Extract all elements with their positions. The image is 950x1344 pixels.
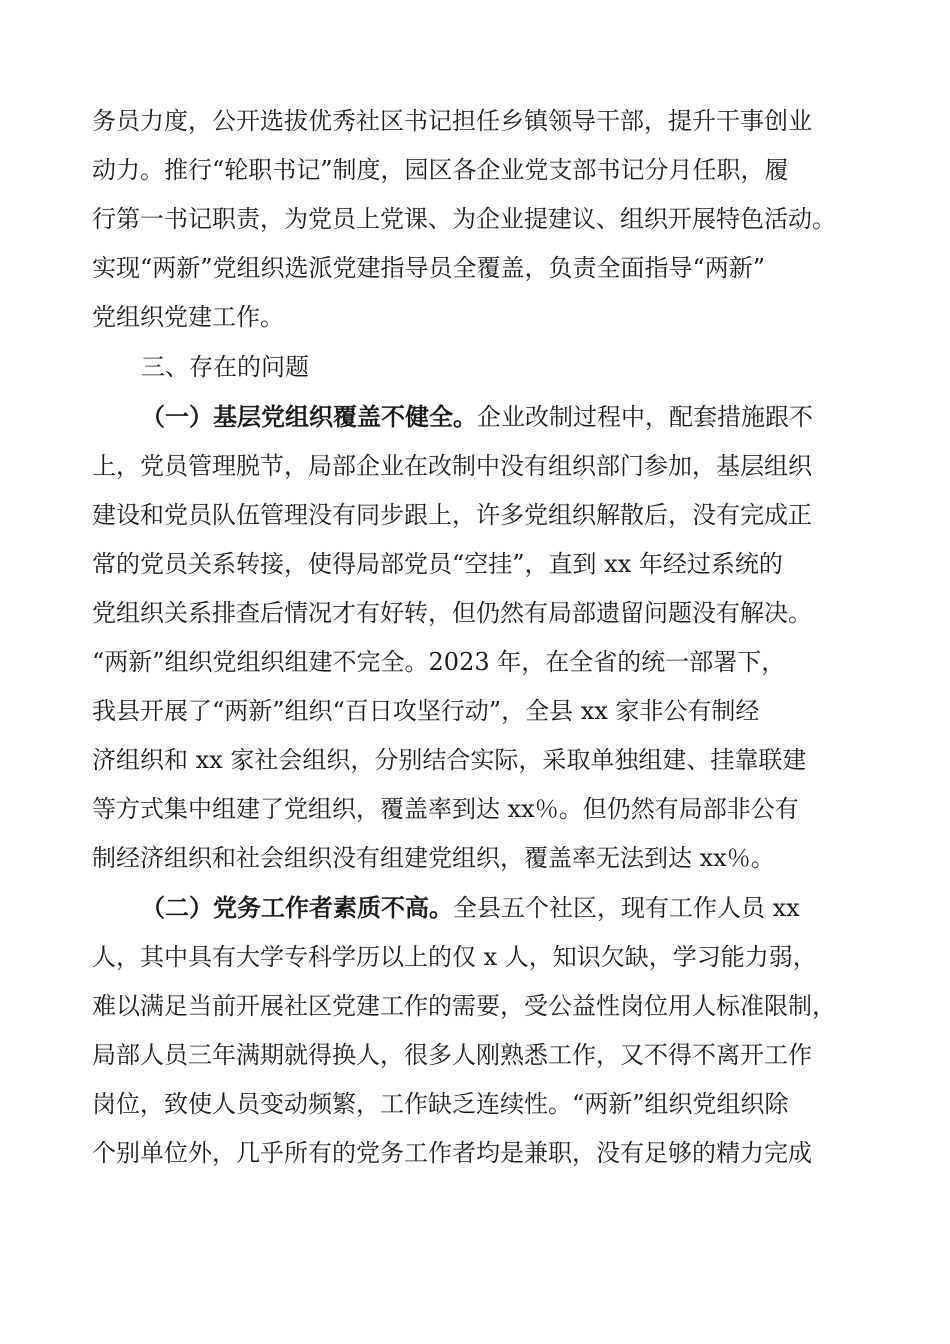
- paragraph-line: 动力。推行“轮职书记”制度，园区各企业党支部书记分月任职，履: [92, 156, 789, 184]
- paragraph-text: 企业改制过程中，配套措施跟不: [477, 403, 813, 431]
- paragraph-line: 务员力度，公开选拔优秀社区书记担任乡镇领导干部，提升干事创业: [92, 107, 812, 135]
- paragraph-line: 上，党员管理脱节，局部企业在改制中没有组织部门参加，基层组织: [92, 452, 812, 480]
- subsection-heading: （二）党务工作者素质不高。: [141, 893, 453, 922]
- subsection-paragraph-2: [141, 893, 800, 923]
- paragraph-line: 局部人员三年满期就得换人，很多人刚熟悉工作，又不得不离开工作: [92, 1041, 812, 1069]
- paragraph-line: 难以满足当前开展社区党建工作的需要，受公益性岗位用人标准限制，: [92, 992, 836, 1020]
- paragraph-line: 制经济组织和社会组织没有组建党组织，覆盖率无法到达 xx％。: [92, 844, 775, 872]
- paragraph-line: 党组织关系排查后情况才有好转，但仍然有局部遗留问题没有解决。: [92, 599, 812, 627]
- paragraph-line: 等方式集中组建了党组织，覆盖率到达 xx％。但仍然有局部非公有: [92, 795, 799, 823]
- paragraph-line: 岗位，致使人员变动频繁，工作缺乏连续性。“两新”组织党组织除: [92, 1090, 789, 1118]
- paragraph-line: 我县开展了“两新”组织“百日攻坚行动”，全县 xx 家非公有制经: [92, 697, 760, 725]
- paragraph-line: “两新”组织党组织组建不完全。2023 年，在全省的统一部署下，: [92, 648, 786, 676]
- paragraph-line: 行第一书记职责，为党员上党课、为企业提建议、组织开展特色活动。: [92, 205, 836, 233]
- section-heading: 三、存在的问题: [141, 353, 309, 381]
- paragraph-line: 人，其中具有大学专科学历以上的仅 x 人，知识欠缺，学习能力弱，: [92, 943, 817, 971]
- subsection-paragraph-1: [141, 402, 813, 432]
- paragraph-line: 实现“两新”党组织选派党建指导员全覆盖，负责全面指导“两新”: [92, 254, 766, 282]
- paragraph-line: 个别单位外，几乎所有的党务工作者均是兼职，没有足够的精力完成: [92, 1139, 812, 1167]
- paragraph-line: 党组织党建工作。: [92, 303, 284, 331]
- paragraph-line: 建设和党员队伍管理没有同步跟上，许多党组织解散后，没有完成正: [92, 501, 812, 529]
- paragraph-line: 常的党员关系转接，使得局部党员“空挂”，直到 xx 年经过系统的: [92, 550, 783, 578]
- paragraph-text: 全县五个社区，现有工作人员 xx: [453, 894, 800, 922]
- subsection-heading: （一）基层党组织覆盖不健全。: [141, 402, 477, 431]
- paragraph-line: 济组织和 xx 家社会组织，分别结合实际，采取单独组建、挂靠联建: [92, 746, 807, 774]
